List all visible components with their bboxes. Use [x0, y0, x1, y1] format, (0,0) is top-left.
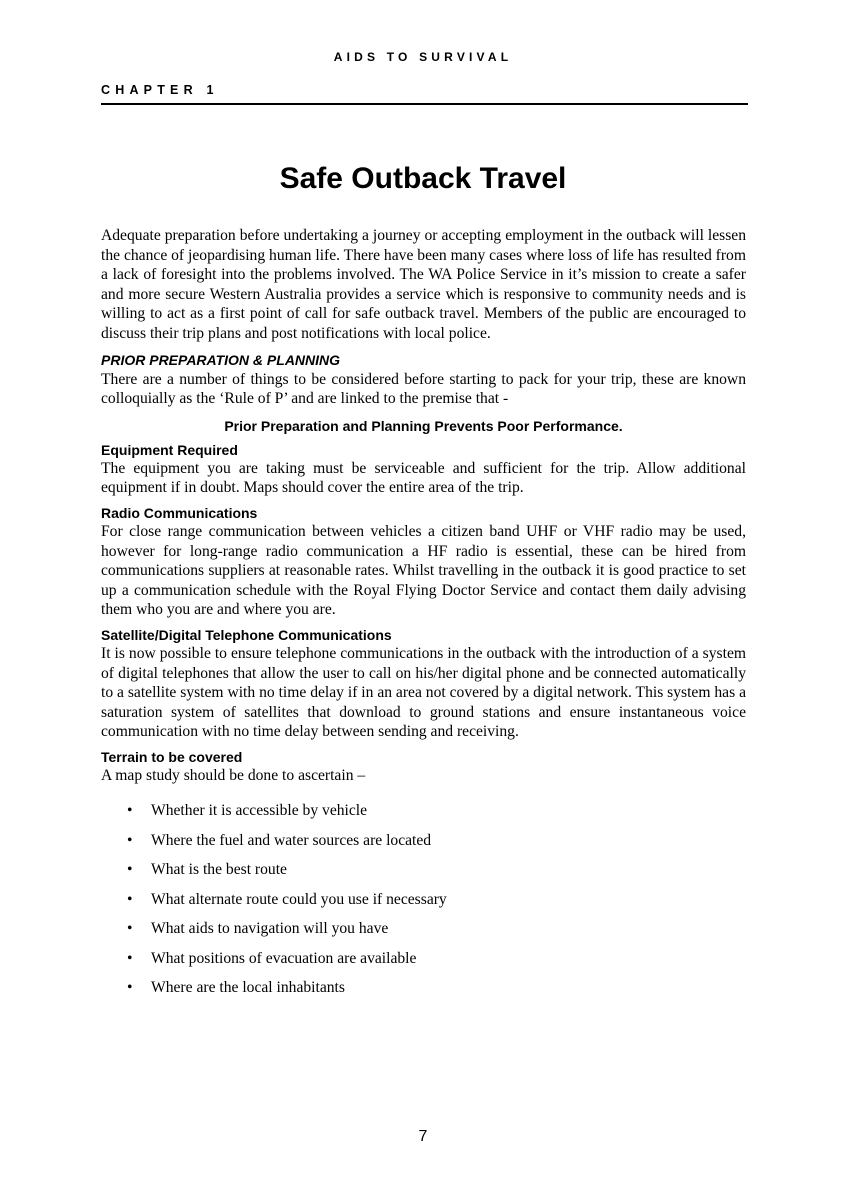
list-item [101, 860, 746, 890]
list-item [101, 978, 746, 1008]
section-paragraph: It is now possible to ensure telephone communications in the outback with the introduction of a system of digital telephones that allow the user to call on his/her digital phone and be connected automatically to a satellite system with no time delay if in an area not covered by a digital network. This system has a saturation system of satellites that download to ground stations and ensure instantaneous voice communication with no time delay between sending and receiving. [101, 644, 746, 741]
chapter-label: CHAPTER 1 [101, 83, 219, 97]
section-heading: Radio Communications [101, 504, 258, 521]
list-item-text: What aids to navigation will you have [151, 920, 389, 938]
section-paragraph: The equipment you are taking must be serviceable and sufficient for the trip. Allow additional equipment if in doubt. Maps should cover the entire area of the trip. [101, 459, 746, 497]
list-item-text: What positions of evacuation are available [151, 949, 417, 967]
bullet-icon: • [127, 831, 133, 849]
prior-heading: PRIOR PREPARATION & PLANNING [101, 351, 341, 368]
list-item [101, 919, 746, 949]
premise-statement: Prior Preparation and Planning Prevents Poor Performance. [224, 417, 623, 434]
prior-paragraph: There are a number of things to be considered before starting to pack for your trip, these are known colloquially as the ‘Rule of P’ and are linked to the premise that - [101, 370, 746, 408]
header-rule [101, 103, 748, 105]
list-item [101, 831, 746, 861]
section-heading: Equipment Required [101, 441, 238, 458]
list-item-text: Where are the local inhabitants [151, 979, 345, 997]
bullet-icon: • [127, 802, 133, 820]
section-heading: Terrain to be covered [101, 748, 243, 765]
list-item-text: What is the best route [151, 861, 287, 879]
section-heading: Satellite/Digital Telephone Communications [101, 626, 392, 643]
section-paragraph: For close range communication between vehicles a citizen band UHF or VHF radio may be used, however for long-range radio communication a HF radio is essential, these can be hired from communications suppliers at reasonable rates. Whilst travelling in the outback it is good practice to set up a communication schedule with the Royal Flying Doctor Service and contact them daily advising them who you are and where you are. [101, 522, 746, 619]
terrain-checklist [101, 801, 746, 1008]
list-item [101, 890, 746, 920]
list-item-text: What alternate route could you use if necessary [151, 890, 447, 908]
body-content [101, 226, 746, 1008]
bullet-icon: • [127, 979, 133, 997]
page-title: Safe Outback Travel [279, 162, 567, 195]
running-head: AIDS TO SURVIVAL [333, 50, 513, 64]
intro-paragraph: Adequate preparation before undertaking a journey or accepting employment in the outback will lessen the chance of jeopardising human life. There have been many cases where loss of life has resulted from a lack of foresight into the problems involved. The WA Police Service in it’s mission to create a safer and more secure Western Australia provides a service which is responsive to community needs and is willing to act as a first point of call for safe outback travel. Members of the public are encouraged to discuss their trip plans and post notifications with local police. [101, 227, 746, 342]
bullet-icon: • [127, 890, 133, 908]
bullet-icon: • [127, 949, 133, 967]
page-number: 7 [418, 1128, 428, 1145]
list-item-text: Whether it is accessible by vehicle [151, 802, 368, 820]
list-item [101, 801, 746, 831]
bullet-icon: • [127, 920, 133, 938]
bullet-icon: • [127, 861, 133, 879]
list-item [101, 949, 746, 979]
section-paragraph: A map study should be done to ascertain – [101, 766, 366, 784]
list-item-text: Where the fuel and water sources are located [151, 831, 432, 849]
